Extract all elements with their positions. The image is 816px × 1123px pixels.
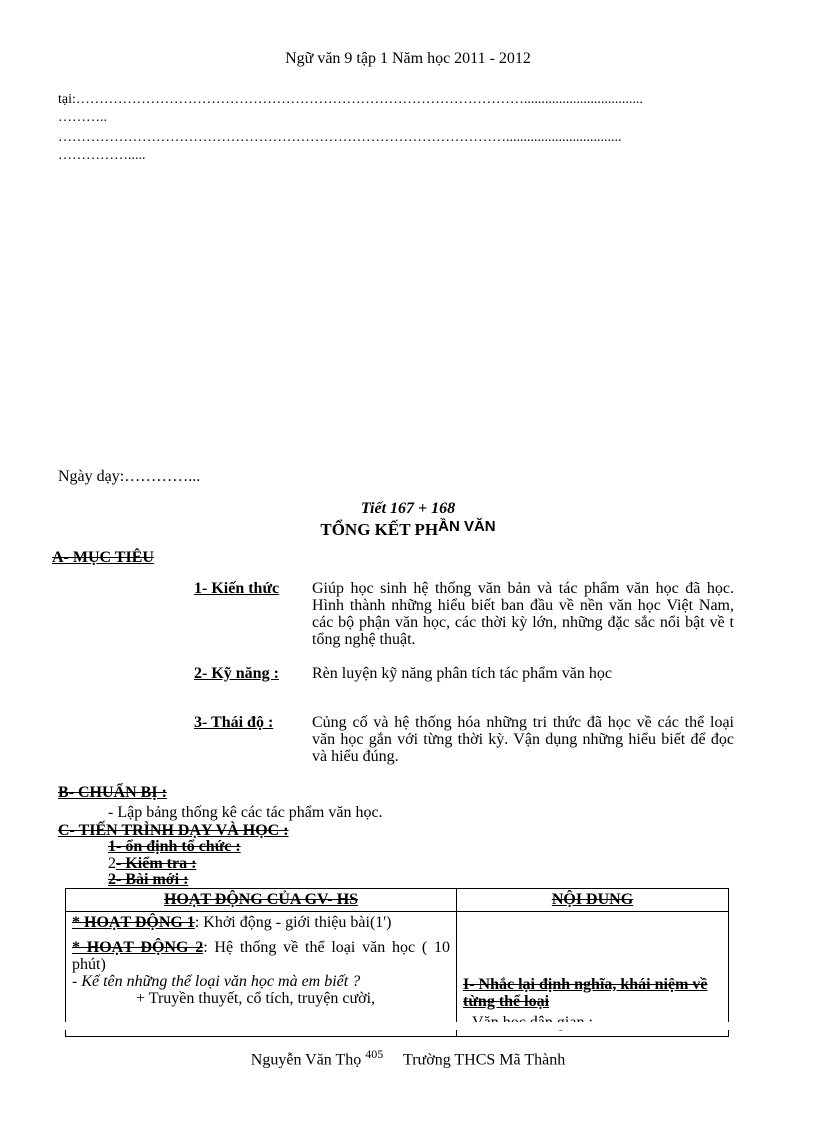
activity-question: - Kể tên những thể loại văn học mà em biết ? [72,973,361,990]
dotted-line-2: ……….. [58,110,107,125]
step-3: 2- Bài mới : [108,871,189,888]
footer-author: Nguyễn Văn Thọ [250,1051,362,1069]
activity-cell [66,912,457,1037]
lesson-number: Tiết 167 + 168 [360,500,456,517]
step-2-number: 2 [108,855,116,872]
objective-knowledge-text: Giúp học sinh hệ thống văn bản và tác phẩm văn học đã học. Hình thành những hiểu biết ban đầu về nền văn học Việt Nam, các bộ phận văn học, các thời kỳ lớn, những đặc sắc nổi bật về t tổng nghệ thuật. [312,580,734,648]
step-2-label: - Kiểm tra : [116,855,197,872]
activity-table [65,888,729,1037]
objective-attitude-label: 3- Thái độ : [194,714,274,731]
section-c-heading: C- TIẾN TRÌNH DẠY VÀ HỌC : [58,822,289,839]
section-b-line: - Lập bảng thống kê các tác phẩm văn học. [108,804,383,821]
objective-attitude-text: Củng cố và hệ thống hóa những tri thức đã học về các thể loại văn học gắn với từng thời kỳ. Vận dụng những hiểu biết để đọc và hiểu đúng. [312,714,734,765]
activity-answer: + Truyền thuyết, cổ tích, truyện cười, [136,990,376,1007]
activity-1 [72,914,450,931]
section-a-heading: A- MỤC TIÊU [52,549,154,566]
lesson-title-part-a: TỔNG KẾT PH [320,520,439,539]
col-activity-header: HOẠT ĐỘNG CỦA GV- HS [66,889,457,912]
table-row [66,912,729,1037]
step-1: 1- ổn định tổ chức : [108,838,241,855]
footer-school: Trường THCS Mã Thành [403,1051,566,1069]
activity-2 [72,939,450,973]
lesson-title-part-b: ẦN VĂN [438,518,496,535]
activity-2-text: : Hệ thống về thể loại văn học ( 10 phút) [72,939,451,973]
objective-knowledge-label: 1- Kiến thức [194,580,280,597]
objective-skill-text: Rèn luyện kỹ năng phân tích tác phẩm văn học [312,665,612,682]
activity-2-heading: * HOẠT ĐỘNG 2 [72,939,204,956]
page-header: Ngữ văn 9 tập 1 Năm học 2011 - 2012 [285,50,531,67]
dotted-line-3: ……………………………………………………………………………………................................. [58,130,622,145]
lesson-title [0,520,816,540]
content-cell [457,912,729,1037]
page-footer [0,1047,816,1069]
content-heading: I- Nhắc lại định nghĩa, khái niệm về từng thể loại [463,976,708,1010]
col-content-header: NỘI DUNG [457,889,729,912]
dotted-line-4: ……………..... [58,148,146,163]
table-cutoff [65,1022,729,1030]
page-number: 405 [365,1047,384,1061]
section-b-heading: B- CHUẨN BỊ : [58,784,167,801]
activity-1-text: : Khởi động - giới thiệu bài(1') [194,914,392,931]
activity-1-heading: * HOẠT ĐỘNG 1 [72,914,195,931]
dotted-line-1: tại:…………………………………………………………………………………….................................. [58,92,643,107]
objective-skill-label: 2- Kỹ năng : [194,665,279,682]
table-header-row [66,889,729,912]
teaching-date: Ngày dạy:…………... [58,468,201,485]
